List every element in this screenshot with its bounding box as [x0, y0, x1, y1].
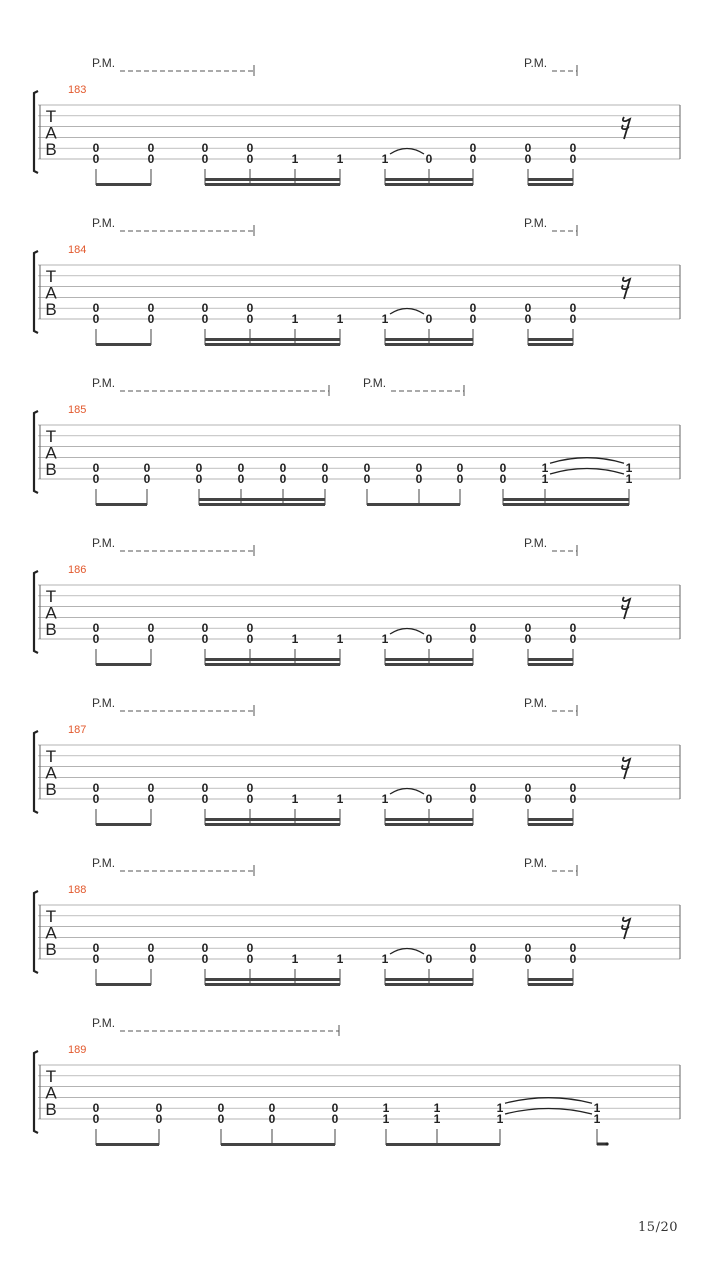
beam [385, 338, 473, 341]
beam [205, 178, 340, 181]
fret-number: 0 [92, 152, 100, 166]
fret-number: 0 [569, 621, 577, 636]
fret-number: 0 [569, 141, 577, 156]
fret-number: 0 [524, 621, 532, 636]
fret-number: 0 [92, 1101, 100, 1116]
fret-number: 0 [524, 632, 532, 646]
fret-number: 1 [291, 152, 299, 166]
fret-number: 0 [469, 141, 477, 156]
beam [385, 823, 473, 826]
beam [205, 658, 340, 661]
tab-clef-letter: A [45, 603, 57, 623]
fret-number: 0 [246, 941, 254, 956]
tab-clef-letter: T [45, 747, 57, 766]
fret-number: 0 [217, 1112, 225, 1126]
beam [528, 978, 573, 981]
tab-clef-letter: A [45, 123, 57, 143]
beam [503, 503, 629, 506]
fret-number: 0 [201, 792, 209, 806]
fret-number: 0 [524, 941, 532, 956]
fret-number: 0 [246, 301, 254, 316]
fret-number: 0 [469, 941, 477, 956]
augmentation-dot [605, 1142, 608, 1145]
fret-number: 1 [291, 792, 299, 806]
system-bracket [34, 571, 38, 653]
beam [386, 1143, 500, 1146]
fret-number: 1 [381, 312, 389, 326]
fret-number: 1 [336, 792, 344, 806]
fret-number: 0 [147, 152, 155, 166]
palm-mute-label: P.M. [92, 56, 116, 70]
tab-clef-letter: B [45, 300, 57, 319]
fret-number: 0 [201, 941, 209, 956]
fret-number: 0 [217, 1101, 225, 1116]
fret-number: 0 [201, 312, 209, 326]
fret-number: 0 [92, 472, 100, 486]
fret-number: 0 [155, 1112, 163, 1126]
palm-mute-label: P.M. [92, 536, 116, 550]
fret-number: 0 [321, 472, 329, 486]
beam [96, 823, 151, 826]
fret-number: 0 [92, 952, 100, 966]
fret-number: 0 [456, 461, 464, 476]
tab-clef-letter: B [45, 1100, 57, 1119]
beam [199, 498, 325, 501]
measure-number: 187 [68, 724, 87, 736]
fret-number: 0 [268, 1101, 276, 1116]
beam [385, 818, 473, 821]
palm-mute-label: P.M. [524, 216, 548, 230]
tab-clef-letter: T [45, 267, 57, 286]
fret-number: 0 [469, 301, 477, 316]
fret-number: 0 [415, 472, 423, 486]
fret-number: 1 [593, 1101, 601, 1116]
beam [221, 1143, 335, 1146]
system-bracket [34, 411, 38, 493]
fret-number: 1 [541, 461, 549, 476]
beam [205, 823, 340, 826]
tie [390, 629, 424, 635]
fret-number: 0 [499, 461, 507, 476]
fret-number: 0 [569, 781, 577, 796]
fret-number: 0 [147, 621, 155, 636]
tab-clef-letter: A [45, 1083, 57, 1103]
fret-number: 1 [381, 152, 389, 166]
fret-number: 0 [415, 461, 423, 476]
fret-number: 0 [201, 632, 209, 646]
fret-number: 1 [291, 632, 299, 646]
beam [385, 343, 473, 346]
beam [528, 658, 573, 661]
fret-number: 0 [147, 792, 155, 806]
fret-number: 0 [456, 472, 464, 486]
fret-number: 1 [496, 1112, 504, 1126]
fret-number: 1 [291, 952, 299, 966]
page-number: 15/20 [638, 1220, 678, 1235]
fret-number: 0 [524, 792, 532, 806]
tab-clef-letter: T [45, 907, 57, 926]
fret-number: 0 [425, 952, 433, 966]
fret-number: 0 [425, 152, 433, 166]
fret-number: 1 [336, 952, 344, 966]
beam [205, 983, 340, 986]
fret-number: 1 [625, 472, 633, 486]
beam [385, 658, 473, 661]
fret-number: 0 [331, 1112, 339, 1126]
beam [199, 503, 325, 506]
palm-mute-label: P.M. [92, 1016, 116, 1030]
fret-number: 0 [569, 312, 577, 326]
tab-clef-letter: A [45, 443, 57, 463]
tab-clef-letter: T [45, 1067, 57, 1086]
fret-number: 1 [291, 312, 299, 326]
fret-number: 0 [425, 632, 433, 646]
fret-number: 0 [246, 792, 254, 806]
tab-clef-letter: T [45, 427, 57, 446]
fret-number: 0 [569, 301, 577, 316]
fret-number: 0 [246, 312, 254, 326]
fret-number: 1 [336, 312, 344, 326]
tab-system [34, 216, 680, 346]
fret-number: 0 [425, 312, 433, 326]
beam [385, 178, 473, 181]
fret-number: 0 [246, 152, 254, 166]
system-bracket [34, 251, 38, 333]
beam [96, 183, 151, 186]
fret-number: 1 [382, 1112, 390, 1126]
measure-number: 188 [68, 884, 87, 896]
tie [390, 149, 424, 155]
fret-number: 0 [155, 1101, 163, 1116]
palm-mute-label: P.M. [363, 376, 387, 390]
fret-number: 0 [92, 312, 100, 326]
measure-number: 184 [68, 244, 87, 256]
beam [528, 178, 573, 181]
fret-number: 0 [246, 621, 254, 636]
palm-mute-label: P.M. [524, 856, 548, 870]
fret-number: 0 [524, 952, 532, 966]
fret-number: 0 [92, 461, 100, 476]
fret-number: 0 [469, 312, 477, 326]
fret-number: 0 [201, 141, 209, 156]
sixteenth-rest-icon [622, 757, 630, 779]
measure-number: 186 [68, 564, 87, 576]
beam [385, 978, 473, 981]
tab-clef-letter: B [45, 620, 57, 639]
palm-mute-label: P.M. [524, 696, 548, 710]
beam [96, 1143, 159, 1146]
fret-number: 0 [92, 141, 100, 156]
fret-number: 1 [381, 792, 389, 806]
palm-mute-label: P.M. [92, 216, 116, 230]
tab-clef-letter: B [45, 780, 57, 799]
measure-number: 183 [68, 84, 87, 96]
beam [528, 183, 573, 186]
tab-clef-letter: B [45, 460, 57, 479]
fret-number: 0 [195, 472, 203, 486]
tie [390, 789, 424, 795]
fret-number: 0 [469, 952, 477, 966]
measure-number: 189 [68, 1044, 87, 1056]
fret-number: 0 [147, 952, 155, 966]
fret-number: 0 [524, 152, 532, 166]
fret-number: 1 [496, 1101, 504, 1116]
fret-number: 0 [499, 472, 507, 486]
tab-clef-letter: T [45, 107, 57, 126]
fret-number: 0 [92, 781, 100, 796]
fret-number: 0 [524, 141, 532, 156]
beam [528, 983, 573, 986]
fret-number: 0 [237, 472, 245, 486]
beam [528, 663, 573, 666]
beam [528, 338, 573, 341]
fret-number: 0 [279, 461, 287, 476]
beam [205, 338, 340, 341]
beam [205, 663, 340, 666]
fret-number: 0 [469, 621, 477, 636]
beam [385, 183, 473, 186]
tab-clef-letter: A [45, 923, 57, 943]
fret-number: 0 [524, 781, 532, 796]
fret-number: 1 [541, 472, 549, 486]
fret-number: 1 [593, 1112, 601, 1126]
tab-clef-letter: B [45, 940, 57, 959]
beam [96, 503, 147, 506]
fret-number: 0 [92, 941, 100, 956]
tie [550, 469, 624, 475]
tab-clef-letter: A [45, 283, 57, 303]
sixteenth-rest-icon [622, 117, 630, 139]
fret-number: 0 [246, 632, 254, 646]
sixteenth-rest-icon [622, 277, 630, 299]
tab-system [34, 696, 680, 826]
tab-clef-letter: T [45, 587, 57, 606]
beam [385, 663, 473, 666]
fret-number: 1 [433, 1112, 441, 1126]
fret-number: 0 [147, 312, 155, 326]
beam [205, 978, 340, 981]
fret-number: 0 [321, 461, 329, 476]
sixteenth-rest-icon [622, 597, 630, 619]
fret-number: 0 [147, 301, 155, 316]
fret-number: 0 [237, 461, 245, 476]
fret-number: 0 [363, 461, 371, 476]
tie [390, 949, 424, 955]
fret-number: 1 [381, 952, 389, 966]
fret-number: 0 [469, 632, 477, 646]
fret-number: 0 [246, 952, 254, 966]
tab-system [34, 1016, 680, 1146]
palm-mute-label: P.M. [524, 56, 548, 70]
fret-number: 0 [92, 632, 100, 646]
fret-number: 0 [143, 461, 151, 476]
measure-number: 185 [68, 404, 87, 416]
fret-number: 1 [381, 632, 389, 646]
tab-system [34, 536, 680, 666]
fret-number: 0 [147, 941, 155, 956]
tie [505, 1098, 592, 1104]
beam [385, 983, 473, 986]
fret-number: 0 [331, 1101, 339, 1116]
tab-system [34, 856, 680, 986]
fret-number: 1 [336, 152, 344, 166]
fret-number: 0 [425, 792, 433, 806]
fret-number: 0 [92, 792, 100, 806]
beam [96, 663, 151, 666]
fret-number: 0 [524, 301, 532, 316]
fret-number: 0 [524, 312, 532, 326]
fret-number: 0 [363, 472, 371, 486]
fret-number: 0 [469, 792, 477, 806]
palm-mute-label: P.M. [92, 856, 116, 870]
fret-number: 0 [469, 152, 477, 166]
tie [390, 309, 424, 315]
system-bracket [34, 1051, 38, 1133]
system-bracket [34, 891, 38, 973]
fret-number: 0 [147, 632, 155, 646]
tab-clef-letter: A [45, 763, 57, 783]
fret-number: 0 [201, 621, 209, 636]
palm-mute-label: P.M. [92, 376, 116, 390]
fret-number: 0 [569, 632, 577, 646]
fret-number: 0 [147, 141, 155, 156]
fret-number: 0 [268, 1112, 276, 1126]
fret-number: 0 [92, 621, 100, 636]
beam [503, 498, 629, 501]
palm-mute-label: P.M. [524, 536, 548, 550]
fret-number: 0 [569, 152, 577, 166]
fret-number: 0 [569, 952, 577, 966]
tie [505, 1109, 592, 1115]
fret-number: 0 [569, 941, 577, 956]
fret-number: 0 [279, 472, 287, 486]
fret-number: 0 [469, 781, 477, 796]
fret-number: 0 [92, 1112, 100, 1126]
beam [367, 503, 460, 506]
palm-mute-label: P.M. [92, 696, 116, 710]
beam [96, 983, 151, 986]
fret-number: 0 [246, 141, 254, 156]
fret-number: 0 [143, 472, 151, 486]
fret-number: 0 [569, 792, 577, 806]
beam [528, 818, 573, 821]
fret-number: 0 [195, 461, 203, 476]
fret-number: 1 [336, 632, 344, 646]
fret-number: 1 [433, 1101, 441, 1116]
beam [205, 818, 340, 821]
fret-number: 0 [92, 301, 100, 316]
tab-system [34, 376, 680, 506]
tab-clef-letter: B [45, 140, 57, 159]
tab-system [34, 56, 680, 186]
beam [96, 343, 151, 346]
fret-number: 0 [201, 301, 209, 316]
fret-number: 0 [201, 152, 209, 166]
tie [550, 458, 624, 464]
fret-number: 0 [246, 781, 254, 796]
system-bracket [34, 731, 38, 813]
sixteenth-rest-icon [622, 917, 630, 939]
system-bracket [34, 91, 38, 173]
beam [205, 343, 340, 346]
beam [528, 343, 573, 346]
beam [205, 183, 340, 186]
fret-number: 0 [201, 952, 209, 966]
fret-number: 1 [382, 1101, 390, 1116]
fret-number: 1 [625, 461, 633, 476]
beam [528, 823, 573, 826]
fret-number: 0 [201, 781, 209, 796]
fret-number: 0 [147, 781, 155, 796]
